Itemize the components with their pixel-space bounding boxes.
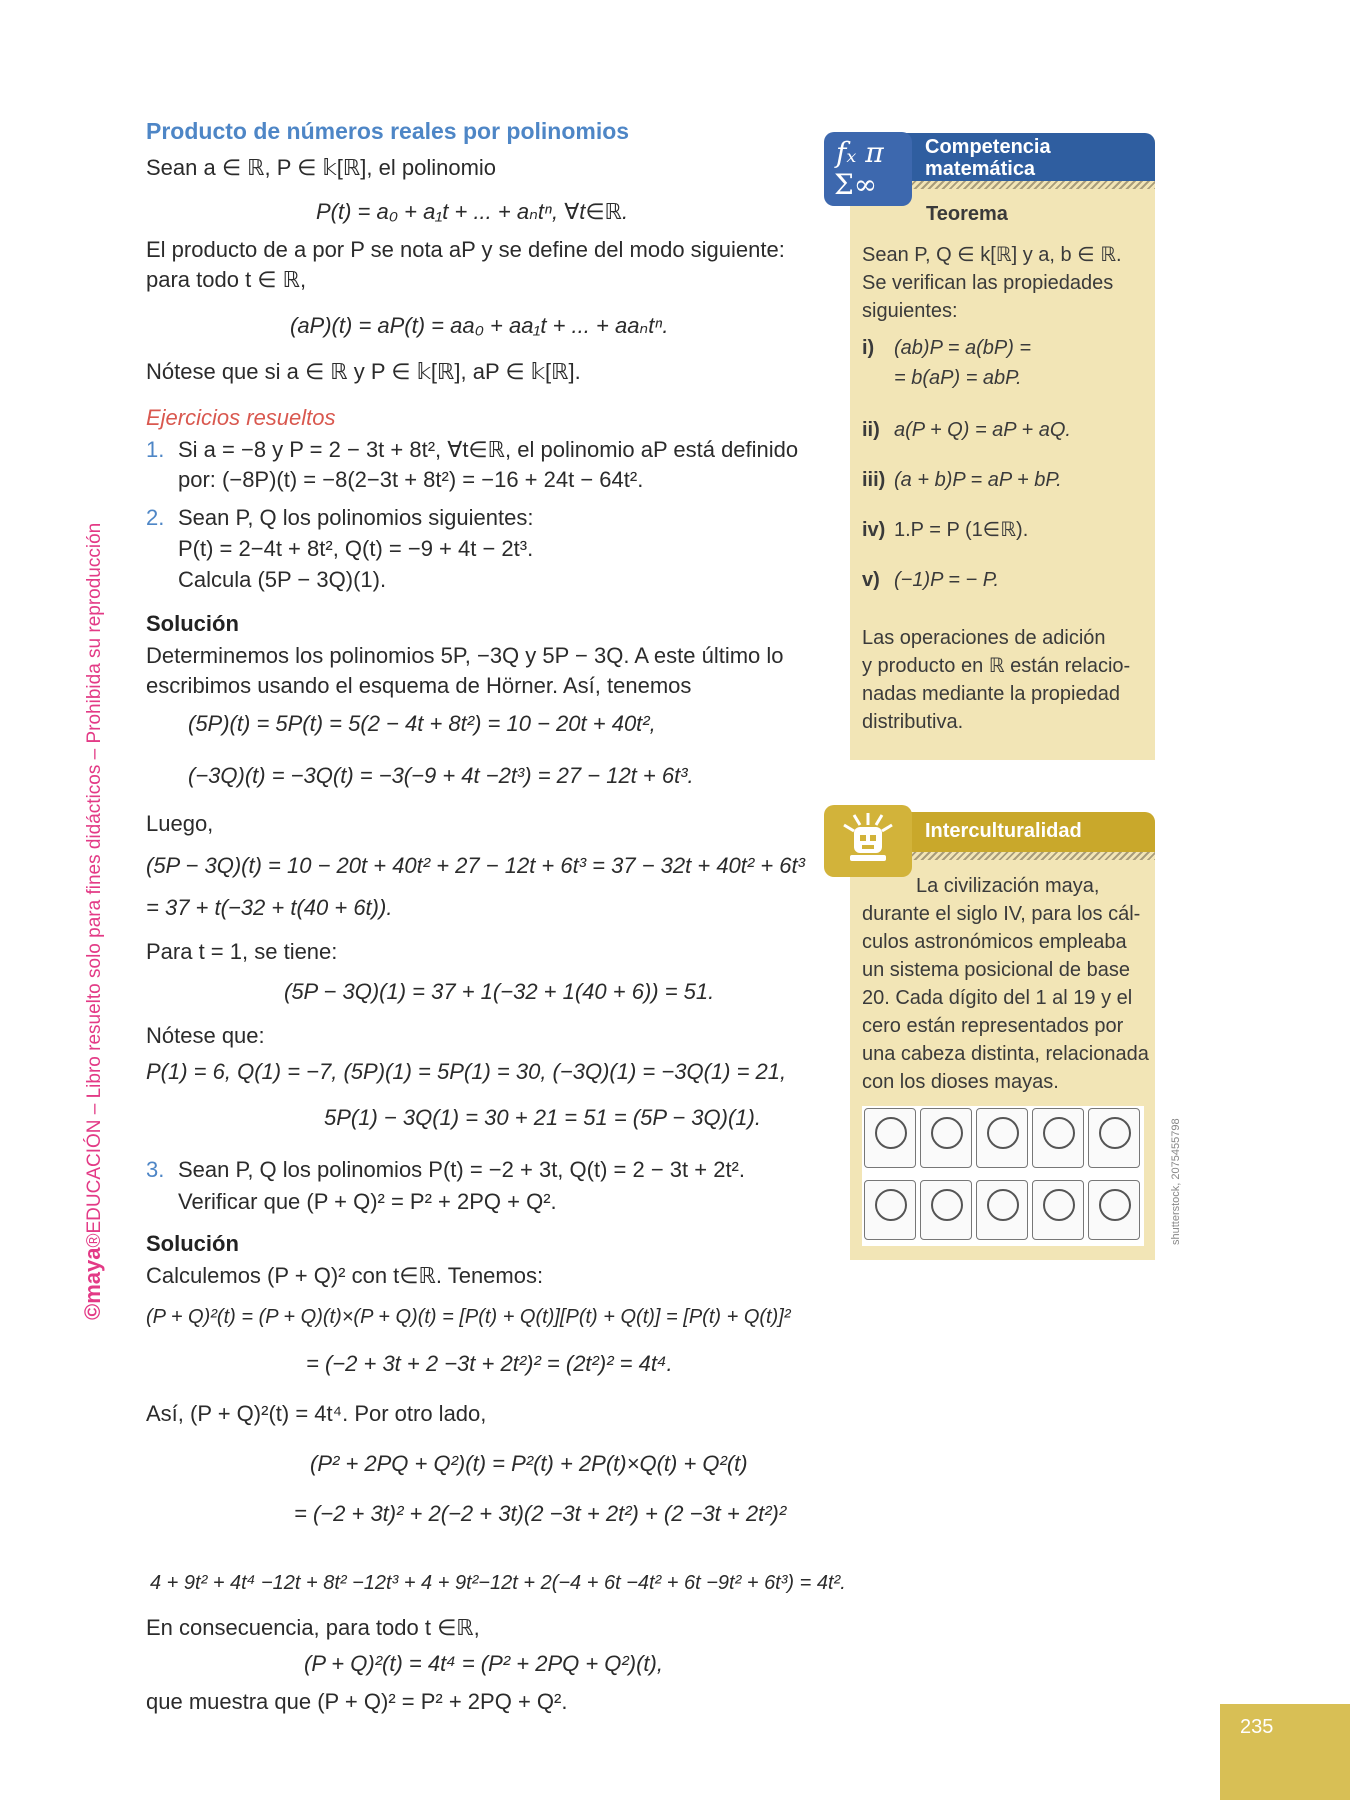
mayan-glyph xyxy=(976,1180,1028,1240)
intercultural-line-7: una cabeza distinta, relacionada xyxy=(862,1043,1149,1065)
intro-line-4: Nótese que si a ∈ ℝ y P ∈ 𝕜[ℝ], aP ∈ 𝕜[ℝ]. xyxy=(146,359,581,384)
solution-1-formula-1: (5P)(t) = 5P(t) = 5(2 − 4t + 8t²) = 10 − 20t + 40t², xyxy=(188,711,656,736)
solution-1-luego: Luego, xyxy=(146,811,214,836)
intro-line-1: Sean a ∈ ℝ, P ∈ 𝕜[ℝ], el polinomio xyxy=(146,155,497,180)
sidebar-interculturalidad-stripe xyxy=(900,852,1155,860)
sidebar-teorema-heading: Teorema xyxy=(926,203,1008,225)
property-label: ii) xyxy=(862,419,880,441)
photo-credit: shutterstock, 2075455798 xyxy=(1170,1118,1182,1245)
copyright-text: ®EDUCACIÓN – Libro resuelto solo para fines didácticos – Prohibida su reproducción xyxy=(84,522,105,1248)
page-number-box xyxy=(1220,1704,1350,1800)
solution-1-para: Para t = 1, se tiene: xyxy=(146,939,338,964)
sidebar-note-line-1: Las operaciones de adición xyxy=(862,627,1106,649)
exercise-3-line-1: Sean P, Q los polinomios P(t) = −2 + 3t, Q(t) = 2 − 3t + 2t². xyxy=(178,1157,745,1182)
intro-formula-2: (aP)(t) = aP(t) = aa₀ + aa₁t + ... + aaₙtⁿ. xyxy=(290,313,669,338)
property-text: = b(aP) = abP. xyxy=(894,367,1022,389)
exercise-2-number: 2. xyxy=(146,505,165,530)
solution-2-label: Solución xyxy=(146,1231,239,1256)
intercultural-line-5: 20. Cada dígito del 1 al 19 y el xyxy=(862,987,1133,1009)
solution-2-formula-5: 4 + 9t² + 4t⁴ −12t + 8t² −12t³ + 4 + 9t²−12t + 2(−4 + 6t −4t² + 6t −9t² + 6t³) = 4t². xyxy=(150,1572,846,1594)
mayan-head-icon xyxy=(824,805,912,877)
mayan-glyph xyxy=(1032,1180,1084,1240)
math-icon-bottom: Σ∞ xyxy=(834,168,878,201)
intercultural-line-3: culos astronómicos empleaba xyxy=(862,931,1127,953)
solution-2-formula-2: = (−2 + 3t + 2 −3t + 2t²)² = (2t²)² = 4t⁴. xyxy=(306,1351,673,1376)
solution-1-line-1: Determinemos los polinomios 5P, −3Q y 5P − 3Q. A este último lo xyxy=(146,643,784,668)
intercultural-line-8: con los dioses mayas. xyxy=(862,1071,1059,1093)
intro-formula-1: P(t) = a₀ + a₁t + ... + aₙtⁿ, ∀t∈ℝ. xyxy=(316,199,629,224)
exercise-1-line-1: Si a = −8 y P = 2 − 3t + 8t², ∀t∈ℝ, el polinomio aP está definido xyxy=(178,437,799,462)
property-text: 1.P = P (1∈ℝ). xyxy=(894,519,1029,541)
solution-2-asi: Así, (P + Q)²(t) = 4t⁴. Por otro lado, xyxy=(146,1401,487,1426)
sidebar-competencia-title-line-2: matemática xyxy=(925,158,1036,180)
exercise-2-line-1: Sean P, Q los polinomios siguientes: xyxy=(178,505,534,530)
solution-1-label: Solución xyxy=(146,611,239,636)
solution-1-notese: Nótese que: xyxy=(146,1023,265,1048)
vertical-copyright xyxy=(80,523,106,1320)
property-text: (−1)P = − P. xyxy=(894,569,1000,591)
solution-1-formula-7: 5P(1) − 3Q(1) = 30 + 21 = 51 = (5P − 3Q)(1). xyxy=(324,1105,761,1130)
solution-2-formula-6: (P + Q)²(t) = 4t⁴ = (P² + 2PQ + Q²)(t), xyxy=(304,1651,663,1676)
mayan-glyph xyxy=(864,1108,916,1168)
property-text: (a + b)P = aP + bP. xyxy=(894,469,1062,491)
exercise-3-number: 3. xyxy=(146,1157,165,1182)
solution-2-consecuencia: En consecuencia, para todo t ∈ℝ, xyxy=(146,1615,480,1640)
sidebar-interculturalidad-header xyxy=(900,812,1155,852)
solution-2-line-1: Calculemos (P + Q)² con t∈ℝ. Tenemos: xyxy=(146,1263,544,1288)
intercultural-line-1: La civilización maya, xyxy=(916,875,1100,897)
solution-2-formula-1: (P + Q)²(t) = (P + Q)(t)×(P + Q)(t) = [P(t) + Q(t)][P(t) + Q(t)] = [P(t) + Q(t)]² xyxy=(146,1306,791,1328)
exercise-2-line-2: P(t) = 2−4t + 8t², Q(t) = −9 + 4t − 2t³. xyxy=(178,536,534,561)
intercultural-line-2: durante el siglo IV, para los cál- xyxy=(862,903,1141,925)
exercise-1-number: 1. xyxy=(146,437,165,462)
intercultural-line-6: cero están representados por xyxy=(862,1015,1124,1037)
property-text: (ab)P = a(bP) = xyxy=(894,337,1032,359)
property-label: iv) xyxy=(862,519,886,541)
sidebar-intro-line-3: siguientes: xyxy=(862,300,958,322)
sidebar-intro-line-2: Se verifican las propiedades xyxy=(862,272,1114,294)
sidebar-competencia-title xyxy=(925,136,1051,180)
mayan-glyph xyxy=(920,1108,972,1168)
solution-1-formula-4: = 37 + t(−32 + t(40 + 6t)). xyxy=(146,895,393,920)
brand-logo: ©maya xyxy=(80,1247,105,1320)
mayan-glyph xyxy=(1032,1108,1084,1168)
solution-2-final: que muestra que (P + Q)² = P² + 2PQ + Q². xyxy=(146,1689,568,1714)
mayan-glyph xyxy=(1088,1180,1140,1240)
exercises-heading: Ejercicios resueltos xyxy=(146,405,336,430)
math-icon-top: 𝑓ₓ π xyxy=(836,136,884,169)
exercise-3-line-2: Verificar que (P + Q)² = P² + 2PQ + Q². xyxy=(178,1189,557,1214)
page-number: 235 xyxy=(1240,1716,1274,1738)
intro-line-3: para todo t ∈ ℝ, xyxy=(146,267,307,292)
solution-2-formula-3: (P² + 2PQ + Q²)(t) = P²(t) + 2P(t)×Q(t) + Q²(t) xyxy=(310,1451,748,1476)
property-label: iii) xyxy=(862,469,886,491)
math-symbols-icon xyxy=(824,132,912,206)
mayan-glyph xyxy=(864,1180,916,1240)
solution-1-formula-2: (−3Q)(t) = −3Q(t) = −3(−9 + 4t −2t³) = 27 − 12t + 6t³. xyxy=(188,763,694,788)
sidebar-competencia-title-line-1: Competencia xyxy=(925,136,1051,158)
sidebar-interculturalidad-title: Interculturalidad xyxy=(925,820,1082,842)
section-title: Producto de números reales por polinomios xyxy=(146,118,630,144)
mayan-glyph xyxy=(1088,1108,1140,1168)
mayan-glyph xyxy=(920,1180,972,1240)
property-text: a(P + Q) = aP + aQ. xyxy=(894,419,1071,441)
solution-1-formula-5: (5P − 3Q)(1) = 37 + 1(−32 + 1(40 + 6)) = 51. xyxy=(284,979,715,1004)
solution-1-formula-3: (5P − 3Q)(t) = 10 − 20t + 40t² + 27 − 12t + 6t³ = 37 − 32t + 40t² + 6t³ xyxy=(146,853,805,878)
mayan-glyph xyxy=(976,1108,1028,1168)
mayan-glyphs-image xyxy=(862,1106,1144,1246)
solution-2-formula-4: = (−2 + 3t)² + 2(−2 + 3t)(2 −3t + 2t²) + (2 −3t + 2t²)² xyxy=(294,1501,787,1526)
intro-line-2: El producto de a por P se nota aP y se define del modo siguiente: xyxy=(146,237,785,262)
sidebar-competencia-header xyxy=(900,133,1155,181)
sidebar-note-line-4: distributiva. xyxy=(862,711,964,733)
solution-1-line-2: escribimos usando el esquema de Hörner. Así, tenemos xyxy=(146,673,692,698)
exercise-1-line-2: por: (−8P)(t) = −8(2−3t + 8t²) = −16 + 24t − 64t². xyxy=(178,467,644,492)
sidebar-note-line-3: nadas mediante la propiedad xyxy=(862,683,1120,705)
solution-1-formula-6: P(1) = 6, Q(1) = −7, (5P)(1) = 5P(1) = 30, (−3Q)(1) = −3Q(1) = 21, xyxy=(146,1059,787,1084)
sidebar-competencia-stripe xyxy=(900,181,1155,189)
intercultural-line-4: un sistema posicional de base xyxy=(862,959,1130,981)
property-label: i) xyxy=(862,337,875,359)
sidebar-intro-line-1: Sean P, Q ∈ k[ℝ] y a, b ∈ ℝ. xyxy=(862,244,1122,266)
exercise-2-line-3: Calcula (5P − 3Q)(1). xyxy=(178,567,387,592)
property-label: v) xyxy=(862,569,880,591)
sidebar-note-line-2: y producto en ℝ están relacio- xyxy=(862,655,1131,677)
